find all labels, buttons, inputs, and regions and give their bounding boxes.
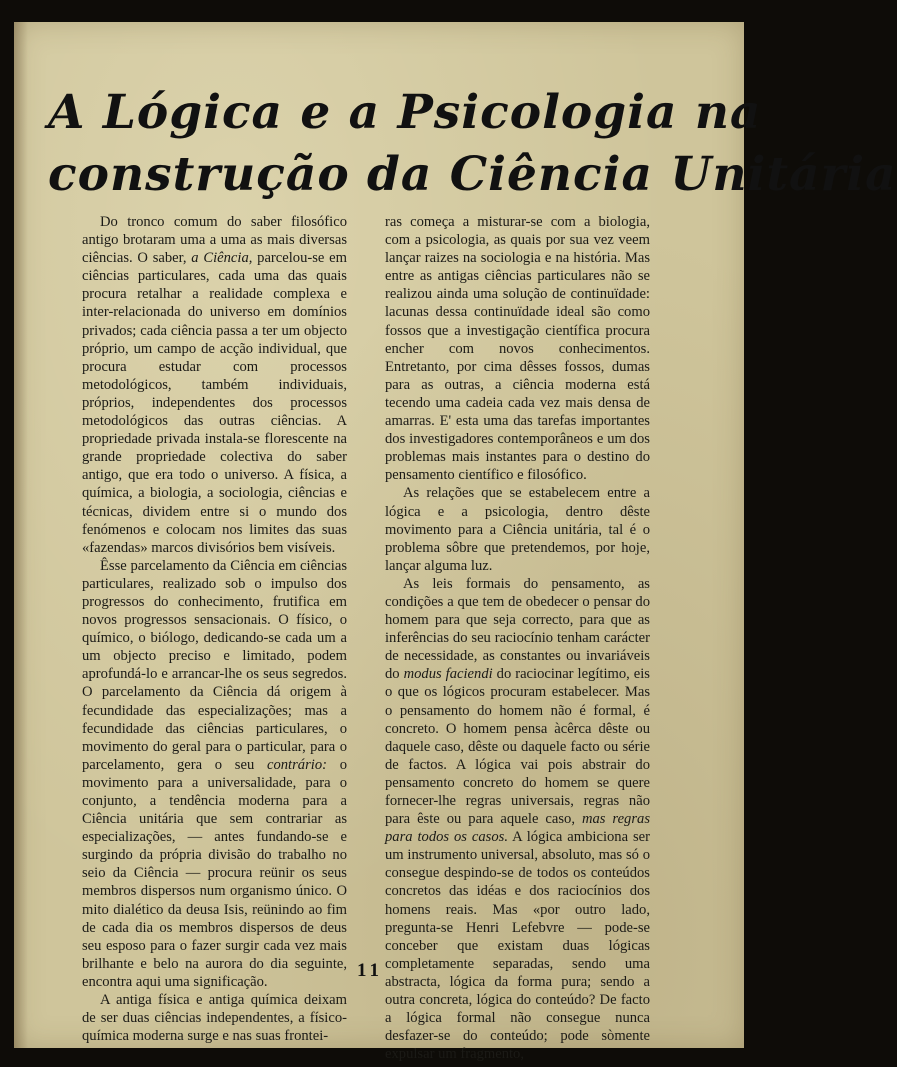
paragraph <box>82 991 347 1045</box>
text-column-left <box>82 213 347 1045</box>
text-run: A antiga física e antiga química deixam de ser duas ciências independentes, a físico-química moderna surge e nas suas frontei- <box>82 992 347 1045</box>
paragraph <box>82 557 347 991</box>
article-title <box>48 82 897 206</box>
page-binding-shadow <box>14 22 28 1048</box>
text-run: Êsse parcelamento da Ciência em ciências particulares, realizado sob o impulso dos progressos do conhecimento, frutifica em novos progressos sensacionais. O físico, o químico, o biólogo, dedicando-se cada um a um objecto preciso e limitado, podem aprofundá-lo e arrancar-lhe os seus segredos. O parcelamento da Ciência dá origem à fecundidade das especializações; mas a fecundidade das ciências particulares, o movimento do geral para o particular, para o parcelamento, gera o seu <box>82 557 347 773</box>
text-run: ras começa a misturar-se com a biologia, com a psicologia, as quais por sua vez veem lançar raizes na sociologia e na história. Mas entre as antigas ciências particulares não se realizou ainda uma solução de continuïdade: lacunas dessa continuïdade ideal são como fossos que a investigação científica procura encher com novos conhecimentos. Entretanto, por cima dêsses fossos, dumas para as outras, a ciência moderna está tecendo uma cadeia cada vez mais densa de amarras. E' esta uma das tarefas importantes dos investigadores contemporâneos e um dos problemas mais instantes para o destino do pensamento científico e filosófico. <box>385 214 650 484</box>
text-run: parcelou-se em ciências particulares, cada uma das quais procura retalhar a realidade complexa e inter-relacionada do universo em domínios privados; cada ciência passa a ter um objecto próprio, um campo de acção individual, que procura estudar com processos metodológicos, também individuais, próprios, independentes dos processos metodológicos das outras ciências. A propriedade privada instala-se florescente na grande propriedade colectiva do saber antigo, que era todo o universo. A física, a química, a biologia, a sociologia, ciências e técnicas, dividem entre si o mundo dos fenómenos e colocam nos limites das suas «fazendas» marcos divisórios bem visíveis. <box>82 250 347 556</box>
text-run: As leis formais do pensamento, as condições a que tem de obedecer o pensar do homem para que seja correcto, para que as inferências do seu raciocínio tenham carácter de necessidade, as constantes ou invariáveis do <box>385 575 650 683</box>
text-run: A lógica ambiciona ser um instrumento universal, absoluto, mas só o consegue despindo-se de todos os conteúdos concretos das idéas e dos raciocínios dos homens reais. Mas «por outro lado, pregunta-se Henri Lefebvre — pode-se conceber que existam duas lógicas completamente separadas, sendo uma abstracta, lógica da forma pura; sendo a outra concreta, lógica do conteúdo? De facto a lógica formal não consegue nunca desfazer-se do conteúdo; pode sòmente expulsar um fragmento, <box>385 829 650 1063</box>
text-run: Do tronco comum do saber filosófico antigo brotaram uma a uma as mais diversas ciências. O saber, <box>82 214 347 267</box>
text-column-right <box>385 213 650 1063</box>
title-line-1: A Lógica e a Psicologia na <box>48 85 762 140</box>
text-run: do raciocinar legítimo, eis o que os lógicos procuram estabelecer. Mas o pensamento do homem não é formal, é concreto. O homem pensa àcêrca dêste ou daquele caso, dêste ou daquele facto ou série de factos. A lógica vai pois abstrair do pensamento concreto do homem se quere fornecer-lhe regras universais, regras não para êste ou para aquele caso, <box>385 666 650 828</box>
text-run: As relações que se estabelecem entre a lógica e a psicologia, dentro dêste movimento para a Ciência unitária, tal é o problema sôbre que pretendemos, por hoje, lançar alguma luz. <box>385 485 650 574</box>
page-number: 11 <box>357 960 383 981</box>
title-line-2: construção da Ciência Unitária <box>48 147 897 202</box>
paragraph <box>385 213 650 484</box>
paragraph <box>385 484 650 574</box>
text-run: o movimento para a universalidade, para o conjunto, a tendência moderna para a Ciência unitária que sem contrariar as especializações, — antes fundando-se e surgindo da própria divisão do trabalho no seio da Ciência — procura reünir os seus membros dispersos num organismo único. O mito dialético da deusa Isis, reünindo ao fim de cada dia os membros dispersos de deus seu esposo para o fazer surgir cada vez mais brilhante e belo na aurora do dia seguinte, encontra aqui uma significação. <box>82 756 347 990</box>
italic-text: a Ciência, <box>191 250 253 267</box>
italic-text: modus faciendi <box>403 666 493 683</box>
italic-text: contrário: <box>266 756 327 773</box>
paragraph <box>385 575 650 1064</box>
paragraph <box>82 213 347 557</box>
italic-text: mas regras para todos os casos. <box>385 811 650 846</box>
